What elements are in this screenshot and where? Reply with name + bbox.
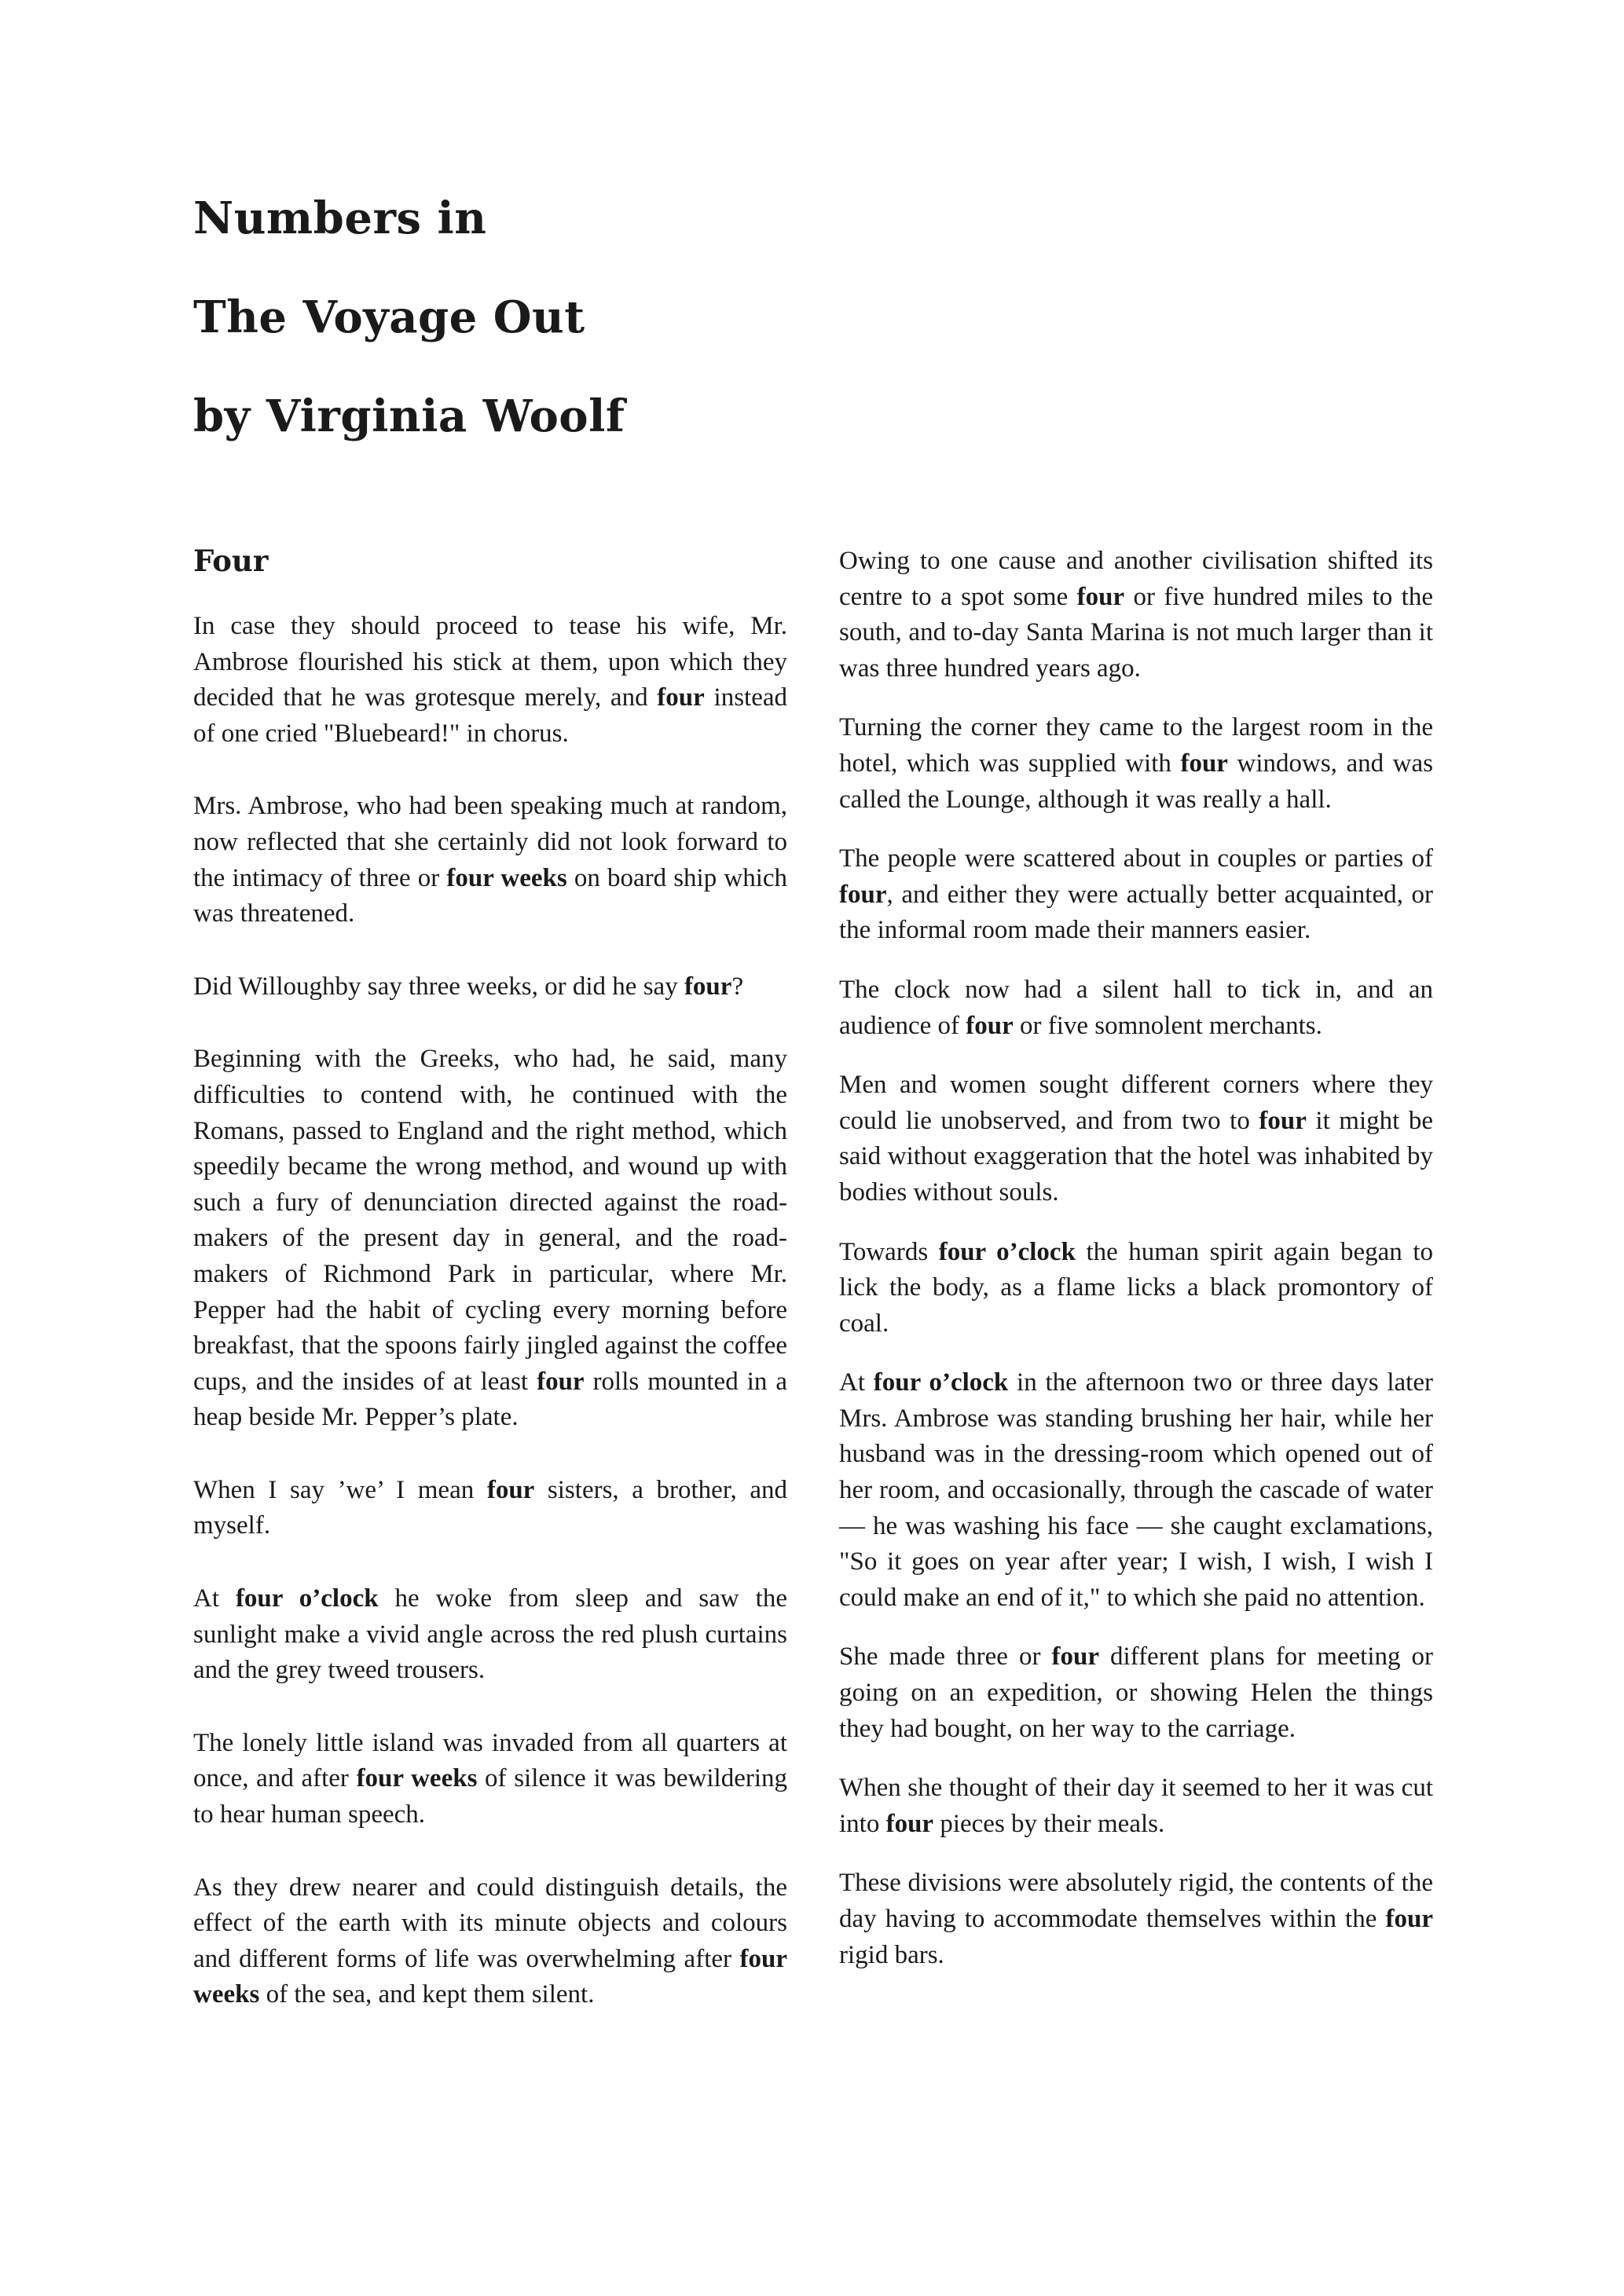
emphasis-keyword: four: [537, 1367, 585, 1396]
paragraph: [839, 1235, 1433, 1342]
text-run: windows, and was called the Lounge, although it was really a hall.: [839, 749, 1433, 814]
emphasis-keyword: four weeks: [446, 863, 567, 892]
left-paragraphs: [193, 609, 787, 2013]
text-run: The clock now had a silent hall to tick in, and an audience of: [839, 975, 1433, 1040]
emphasis-keyword: four weeks: [356, 1764, 478, 1793]
text-run: At: [193, 1584, 236, 1613]
emphasis-keyword: four o’clock: [938, 1237, 1076, 1266]
text-run: The people were scattered about in couples or parties of: [839, 844, 1433, 873]
text-run: or five somnolent merchants.: [1013, 1011, 1322, 1040]
paragraph: [193, 1473, 787, 1544]
text-run: At: [839, 1368, 874, 1397]
paragraph: [839, 1771, 1433, 1842]
emphasis-keyword: four: [1385, 1905, 1433, 1933]
text-run: in the afternoon two or three days later Mrs. Ambrose was standing brushing her hair, while her husband was in the dressing-room which opened out of her room, and occasionally, through the cascade of water — he was washing his face — she caught exclamations, "So it goes on year after year; I wish, I wish, I wish I could make an end of it," to which she paid no attention.: [839, 1368, 1433, 1612]
text-run: of silence it was bewildering to hear human speech.: [193, 1764, 788, 1829]
text-run: instead of one cried "Bluebeard!" in chorus.: [193, 683, 787, 748]
paragraph: [839, 1365, 1433, 1616]
emphasis-keyword: four: [1259, 1106, 1307, 1135]
paragraph: [839, 1866, 1433, 1973]
text-run: or five hundred miles to the south, and to-day Santa Marina is not much larger than it was three hundred years ago.: [839, 582, 1433, 683]
paragraph: [193, 1042, 787, 1436]
paragraph: [193, 609, 787, 752]
text-run: pieces by their meals.: [933, 1809, 1165, 1838]
text-run: on board ship which was threatened.: [193, 863, 788, 928]
text-run: Did Willoughby say three weeks, or did he say: [193, 972, 684, 1001]
emphasis-keyword: four o’clock: [235, 1584, 379, 1613]
title-line-1: Numbers in: [193, 192, 487, 244]
text-run: , and either they were actually better acquainted, or the informal room made their manners easier.: [839, 880, 1433, 945]
text-run: Turning the corner they came to the largest room in the hotel, which was supplied with: [839, 713, 1433, 778]
text-run: When I say ’we’ I mean: [193, 1475, 487, 1504]
paragraph: [193, 789, 787, 932]
text-run: The lonely little island was invaded from all quarters at once, and after: [193, 1728, 787, 1793]
paragraph: [839, 1639, 1433, 1747]
text-run: When she thought of their day it seemed to her it was cut into: [839, 1774, 1433, 1838]
text-run: the human spirit again began to lick the body, as a flame licks a black promontory of coal.: [839, 1237, 1433, 1338]
paragraph: [193, 1870, 787, 2013]
paragraph: [193, 1581, 787, 1689]
left-column: [193, 534, 787, 2050]
paragraph: [839, 710, 1433, 818]
text-run: As they drew nearer and could distinguish details, the effect of the earth with its minute objects and colours and different forms of life was overwhelming after: [193, 1873, 787, 1973]
title-line-3: by Virginia Woolf: [193, 390, 625, 442]
right-paragraphs: [839, 544, 1433, 1973]
text-run: rolls mounted in a heap beside Mr. Pepper’s plate.: [193, 1367, 788, 1432]
text-run: In case they should proceed to tease his wife, Mr. Ambrose flourished his stick at them, upon which they decided that he was grotesque merely, and: [193, 612, 787, 712]
emphasis-keyword: four: [885, 1809, 934, 1838]
text-run: She made three or: [839, 1642, 1052, 1672]
document-title: [193, 169, 1450, 466]
text-run: different plans for meeting or going on an expedition, or showing Helen the things they had bought, on her way to the carriage.: [839, 1642, 1433, 1743]
paragraph: [193, 1726, 787, 1833]
emphasis-keyword: four: [486, 1475, 535, 1504]
text-run: he woke from sleep and saw the sunlight make a vivid angle across the red plush curtains and the grey tweed trousers.: [193, 1584, 787, 1685]
emphasis-keyword: four: [684, 972, 732, 1001]
text-run: Mrs. Ambrose, who had been speaking much at random, now reflected that she certainly did not look forward to the intimacy of three or: [193, 792, 787, 892]
emphasis-keyword: four o’clock: [873, 1368, 1009, 1397]
emphasis-keyword: four: [966, 1011, 1014, 1040]
text-run: of the sea, and kept them silent.: [259, 1980, 595, 2009]
text-run: ?: [731, 972, 744, 1001]
paragraph: [839, 1067, 1433, 1210]
text-run: Owing to one cause and another civilisation shifted its centre to a spot some: [839, 547, 1433, 611]
paragraph: [193, 969, 787, 1005]
text-run: rigid bars.: [839, 1940, 944, 1969]
emphasis-keyword: four: [1076, 582, 1125, 611]
emphasis-keyword: four: [657, 683, 705, 712]
paragraph: [839, 972, 1433, 1044]
emphasis-keyword: four weeks: [193, 1944, 787, 2009]
title-line-2: The Voyage Out: [193, 291, 585, 343]
paragraph: [839, 544, 1433, 687]
paragraph: [839, 841, 1433, 949]
section-heading: Four: [193, 544, 269, 578]
right-column: [839, 534, 1433, 1997]
text-run: Beginning with the Greeks, who had, he said, many difficulties to contend with, he continued with the Romans, passed to England and the right method, which speedily became the wrong method, and wound up with such a fury of denunciation directed against the road-makers of the present day in general, and the road-makers of Richmond Park in particular, where Mr. Pepper had the habit of cycling every morning before breakfast, that the spoons fairly jingled against the coffee cups, and the insides of at least: [193, 1045, 787, 1396]
emphasis-keyword: four: [1051, 1642, 1099, 1672]
emphasis-keyword: four: [1180, 749, 1228, 778]
text-run: it might be said without exaggeration that the hotel was inhabited by bodies without souls.: [839, 1106, 1433, 1207]
emphasis-keyword: four: [839, 880, 887, 909]
text-run: Towards: [839, 1237, 939, 1266]
text-run: These divisions were absolutely rigid, the contents of the day having to accommodate themselves within the: [839, 1869, 1433, 1933]
text-run: Men and women sought different corners where they could lie unobserved, and from two to: [839, 1071, 1433, 1135]
text-run: sisters, a brother, and myself.: [193, 1475, 787, 1540]
